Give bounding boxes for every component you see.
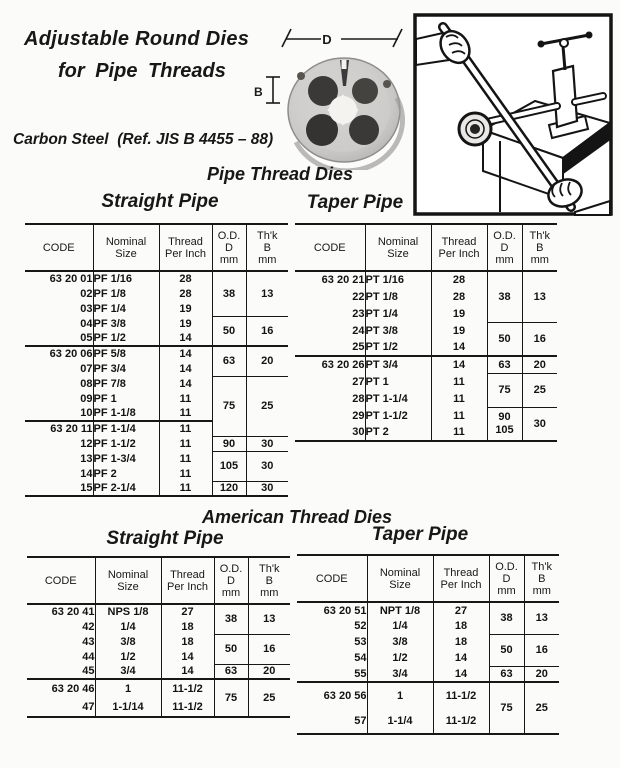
- table-row: [25, 436, 288, 451]
- cell-code: 05: [80, 332, 93, 344]
- header-line: B: [538, 572, 546, 585]
- cell-od: 75: [487, 373, 522, 407]
- col-header-code: CODE: [297, 555, 367, 602]
- cell-tpi: 11: [159, 436, 212, 451]
- cell-size: PT 1/2: [365, 339, 431, 356]
- header-line: mm: [530, 253, 549, 266]
- cell-size: PF 1/2: [93, 331, 159, 346]
- cell-tpi: 14: [159, 376, 212, 391]
- table-row: [297, 666, 559, 682]
- col-header-tpi: [433, 555, 489, 602]
- cell-thk: 30: [246, 481, 288, 496]
- cell-tpi: 14: [161, 664, 214, 679]
- header-line: Th'k: [529, 229, 550, 242]
- header-line: Thread: [441, 235, 477, 248]
- cell-code: 54: [354, 652, 367, 664]
- cell-tpi: 11-1/2: [433, 682, 489, 708]
- col-header-size: [95, 557, 161, 604]
- dimension-b: [266, 77, 280, 103]
- col-header-tpi: [431, 224, 487, 271]
- header-row: [297, 555, 559, 602]
- col-header-tpi: [159, 224, 212, 271]
- cell-thk: 16: [522, 322, 557, 356]
- cell-od: 38: [214, 604, 248, 634]
- cell-size: NPS 1/8: [95, 604, 161, 619]
- cell-code: 63 20 41: [51, 606, 95, 618]
- cell-thk: 20: [524, 666, 559, 682]
- cell-thk: 25: [522, 373, 557, 407]
- table-row: [295, 407, 557, 424]
- cell-size: PT 1/16: [365, 271, 431, 288]
- cell-tpi: 11: [159, 421, 212, 436]
- header-line: D: [225, 241, 233, 254]
- table-row: [25, 346, 288, 361]
- cell-size: PT 1: [365, 373, 431, 390]
- cell-code: 10: [80, 407, 93, 419]
- cell-od: 63: [214, 664, 248, 679]
- section-heading-pipe-thread-dies: Pipe Thread Dies: [206, 164, 354, 184]
- cell-size: PT 1/4: [365, 305, 431, 322]
- cell-code: 07: [80, 362, 93, 375]
- header-line: mm: [221, 586, 241, 599]
- col-header-thk: [522, 224, 557, 271]
- table-row: [25, 316, 288, 331]
- header-line: O.D.: [495, 560, 518, 573]
- table-american-taper: [297, 554, 559, 735]
- header-line: mm: [219, 253, 239, 266]
- header-line: D: [227, 574, 235, 587]
- col-header-code: CODE: [295, 224, 365, 271]
- table-row: [27, 664, 290, 679]
- page-title-line1: Adjustable Round Dies: [24, 28, 250, 50]
- cell-tpi: 11: [159, 466, 212, 481]
- cell-code: 63 20 01: [49, 273, 93, 285]
- cell-od: 50: [489, 634, 524, 666]
- cell-size: PT 3/8: [365, 322, 431, 339]
- usage-illustration: [413, 13, 613, 216]
- cell-size: 3/4: [367, 666, 433, 682]
- cell-size: 3/8: [367, 634, 433, 650]
- cell-size: PF 2-1/4: [93, 481, 159, 496]
- page-title-line2: for Pipe Threads: [58, 60, 226, 82]
- table-row: [295, 322, 557, 339]
- table-row: [25, 481, 288, 496]
- header-line: mm: [532, 584, 551, 597]
- header-line: mm: [495, 253, 514, 266]
- cell-tpi: 14: [433, 650, 489, 666]
- cell-tpi: 18: [433, 634, 489, 650]
- cell-tpi: 19: [159, 301, 212, 316]
- header-line: Th'k: [531, 560, 552, 573]
- cell-tpi: 18: [433, 618, 489, 634]
- cell-od: 50: [212, 316, 246, 346]
- cell-thk: 20: [522, 356, 557, 373]
- header-line: B: [263, 241, 271, 254]
- cell-tpi: 19: [431, 305, 487, 322]
- dimension-d: [282, 29, 402, 47]
- header-line: D: [502, 572, 511, 585]
- table-row: [25, 451, 288, 466]
- cell-code: 14: [80, 467, 93, 480]
- header-line: Thread: [170, 568, 205, 581]
- cell-code: 13: [80, 452, 93, 465]
- cell-tpi: 11-1/2: [433, 708, 489, 734]
- header-line: O.D.: [493, 229, 516, 242]
- cell-size: 1: [95, 679, 161, 698]
- table-american-straight: [27, 556, 290, 718]
- table-pipe-taper: [295, 223, 557, 442]
- die-photo-figure: [248, 20, 406, 170]
- cell-tpi: 18: [161, 619, 214, 634]
- cell-code: 24: [352, 324, 365, 337]
- cell-size: 1/2: [95, 649, 161, 664]
- cell-thk: 13: [522, 271, 557, 322]
- section-heading-american-thread-dies: American Thread Dies: [201, 507, 393, 527]
- cell-size: 3/4: [95, 664, 161, 679]
- cell-thk: 25: [248, 679, 290, 717]
- cell-size: PF 2: [93, 466, 159, 481]
- cell-thk: 20: [248, 664, 290, 679]
- cell-size: PF 3/4: [93, 361, 159, 376]
- cell-thk: 13: [248, 604, 290, 634]
- cell-size: 3/8: [95, 634, 161, 649]
- table-row: [27, 634, 290, 649]
- header-line: Per Inch: [440, 578, 482, 591]
- cell-size: PF 7/8: [93, 376, 159, 391]
- cell-tpi: 28: [159, 271, 212, 286]
- cell-size: 1-1/4: [367, 708, 433, 734]
- cell-tpi: 11: [159, 451, 212, 466]
- table-row: [25, 376, 288, 391]
- cell-thk: 16: [248, 634, 290, 664]
- header-line: Per Inch: [438, 247, 480, 260]
- cell-code: 53: [354, 636, 367, 648]
- cell-size: PF 1: [93, 391, 159, 406]
- cell-tpi: 28: [431, 271, 487, 288]
- cell-tpi: 27: [433, 602, 489, 618]
- cell-od: 90: [212, 436, 246, 451]
- cell-thk: 25: [246, 376, 288, 436]
- cell-code: 29: [352, 409, 365, 422]
- header-row: [25, 224, 288, 271]
- table-row: [297, 634, 559, 650]
- header-line: Thread: [443, 566, 479, 579]
- cell-tpi: 14: [159, 361, 212, 376]
- cell-thk: 16: [246, 316, 288, 346]
- cell-tpi: 19: [159, 316, 212, 331]
- cell-code: 47: [82, 701, 95, 713]
- header-row: [295, 224, 557, 271]
- cell-thk: 30: [246, 451, 288, 481]
- cell-size: PF 3/8: [93, 316, 159, 331]
- cell-code: 27: [352, 375, 365, 388]
- cell-code: 15: [80, 482, 93, 494]
- dimension-d-label: D: [322, 32, 332, 47]
- header-line: Per Inch: [165, 247, 206, 260]
- cell-size: PT 3/4: [365, 356, 431, 373]
- cell-code: 04: [80, 317, 93, 330]
- header-line: Per Inch: [167, 580, 208, 593]
- cell-size: NPT 1/8: [367, 602, 433, 618]
- cell-code: 63 20 11: [25, 421, 93, 436]
- header-line: Size: [117, 580, 139, 593]
- cell-code: 63 20 06: [25, 346, 93, 361]
- cell-size: PF 1/16: [93, 271, 159, 286]
- subheading-taper-pipe-lower: Taper Pipe: [371, 524, 469, 545]
- subheading-straight-pipe-lower: Straight Pipe: [106, 528, 224, 549]
- cell-thk: 16: [524, 634, 559, 666]
- cell-size: PT 1-1/4: [365, 390, 431, 407]
- col-header-size: [93, 224, 159, 271]
- cell-code: 44: [82, 650, 95, 663]
- cell-od: 38: [489, 602, 524, 634]
- cell-od: 75: [214, 679, 248, 717]
- cell-tpi: 27: [161, 604, 214, 619]
- col-header-thk: [524, 555, 559, 602]
- cell-tpi: 11: [431, 373, 487, 390]
- table-row: [297, 602, 559, 618]
- col-header-tpi: [161, 557, 214, 604]
- header-line: O.D.: [217, 229, 241, 242]
- cell-od: 38: [487, 271, 522, 322]
- header-line: mm: [258, 253, 277, 266]
- od-value: 90: [498, 410, 511, 423]
- table-row: [295, 356, 557, 373]
- cell-od: 63: [487, 356, 522, 373]
- dimension-b-label: B: [254, 85, 263, 99]
- cell-thk: 30: [522, 407, 557, 441]
- col-header-od: [489, 555, 524, 602]
- header-line: D: [500, 241, 509, 254]
- cell-code: 43: [82, 635, 95, 648]
- header-line: mm: [260, 586, 279, 599]
- cell-size: PF 1-1/2: [93, 436, 159, 451]
- cell-code: 63 20 46: [27, 679, 95, 698]
- cell-code: 03: [80, 302, 93, 315]
- col-header-od: [214, 557, 248, 604]
- cell-size: PT 2: [365, 424, 431, 441]
- col-header-size: [367, 555, 433, 602]
- cell-tpi: 11-1/2: [161, 698, 214, 717]
- cell-thk: 13: [524, 602, 559, 634]
- cell-code: 45: [82, 665, 95, 677]
- col-header-thk: [248, 557, 290, 604]
- cell-tpi: 19: [431, 322, 487, 339]
- cell-size: 1/4: [367, 618, 433, 634]
- cell-code: 63 20 26: [295, 356, 365, 373]
- cell-code: 28: [352, 392, 365, 405]
- table-row: [27, 679, 290, 698]
- cell-tpi: 11: [159, 391, 212, 406]
- header-line: B: [265, 574, 273, 587]
- table-row: [295, 373, 557, 390]
- cell-thk: 25: [524, 682, 559, 734]
- cell-od: 63: [212, 346, 246, 376]
- cell-size: 1-1/14: [95, 698, 161, 717]
- header-line: O.D.: [219, 562, 243, 575]
- cell-code: 63 20 21: [321, 274, 365, 286]
- header-line: Size: [387, 247, 409, 260]
- cell-code: 42: [82, 620, 95, 633]
- cell-size: PF 1/8: [93, 286, 159, 301]
- header-line: Nominal: [377, 235, 419, 248]
- cell-od: 75: [489, 682, 524, 734]
- cell-thk: 13: [246, 271, 288, 316]
- header-line: Th'k: [257, 229, 278, 242]
- cell-tpi: 14: [431, 339, 487, 356]
- cell-od: 50: [487, 322, 522, 356]
- table-pipe-straight: [25, 223, 288, 497]
- cell-tpi: 11: [431, 407, 487, 424]
- cell-od: 120: [212, 481, 246, 496]
- cell-size: PT 1/8: [365, 288, 431, 305]
- cell-size: 1/4: [95, 619, 161, 634]
- die-body: [288, 58, 402, 170]
- col-header-code: CODE: [27, 557, 95, 604]
- header-line: Th'k: [259, 562, 280, 575]
- cell-size: PF 5/8: [93, 346, 159, 361]
- cell-size: PF 1/4: [93, 301, 159, 316]
- cell-size: PF 1-1/4: [93, 421, 159, 436]
- cell-code: 12: [80, 437, 93, 450]
- cell-tpi: 11-1/2: [161, 679, 214, 698]
- cell-od: 105: [212, 451, 246, 481]
- cell-thk: 20: [246, 346, 288, 376]
- cell-code: 08: [80, 377, 93, 390]
- od-value: 105: [495, 423, 514, 436]
- cell-tpi: 18: [161, 634, 214, 649]
- col-header-thk: [246, 224, 288, 271]
- header-line: Thread: [168, 235, 203, 248]
- cell-code: 52: [354, 620, 367, 632]
- cell-code: 09: [80, 392, 93, 405]
- table-row: [25, 271, 288, 286]
- table-row: [297, 682, 559, 708]
- cell-code: 55: [354, 667, 367, 680]
- table-row: [27, 604, 290, 619]
- cell-tpi: 14: [431, 356, 487, 373]
- cell-od: 75: [212, 376, 246, 436]
- die-stock: [459, 113, 491, 145]
- header-line: Nominal: [107, 568, 149, 581]
- cell-size: PF 1-1/8: [93, 406, 159, 421]
- material-note: Carbon Steel (Ref. JIS B 4455 – 88): [13, 131, 274, 148]
- cell-code: 63 20 56: [297, 682, 367, 708]
- header-line: Size: [389, 578, 411, 591]
- col-header-od: [212, 224, 246, 271]
- cell-od: [487, 407, 522, 441]
- col-header-size: [365, 224, 431, 271]
- cell-tpi: 28: [431, 288, 487, 305]
- cell-code: 63 20 51: [323, 604, 367, 617]
- cell-size: PT 1-1/2: [365, 407, 431, 424]
- cell-tpi: 11: [431, 424, 487, 441]
- col-header-od: [487, 224, 522, 271]
- cell-tpi: 28: [159, 286, 212, 301]
- col-header-code: CODE: [25, 224, 93, 271]
- table-row: [295, 271, 557, 288]
- cell-code: 25: [352, 341, 365, 353]
- header-line: mm: [497, 584, 516, 597]
- cell-tpi: 14: [159, 346, 212, 361]
- cell-code: 57: [354, 714, 367, 727]
- cell-tpi: 14: [161, 649, 214, 664]
- cell-tpi: 14: [159, 331, 212, 346]
- cell-size: PF 1-3/4: [93, 451, 159, 466]
- cell-tpi: 11: [159, 481, 212, 496]
- cell-code: 02: [80, 287, 93, 300]
- cell-code: 23: [352, 307, 365, 320]
- header-line: Size: [115, 247, 137, 260]
- header-line: B: [536, 241, 544, 254]
- header-line: Nominal: [105, 235, 147, 248]
- cell-code: 22: [352, 290, 365, 303]
- cell-code: 30: [352, 426, 365, 438]
- cell-thk: 30: [246, 436, 288, 451]
- cell-od: 50: [214, 634, 248, 664]
- cell-size: 1: [367, 682, 433, 708]
- subheading-straight-pipe-upper: Straight Pipe: [101, 191, 219, 212]
- header-row: [27, 557, 290, 604]
- cell-size: 1/2: [367, 650, 433, 666]
- cell-tpi: 14: [433, 666, 489, 682]
- cell-od: 38: [212, 271, 246, 316]
- subheading-taper-pipe-upper: Taper Pipe: [306, 192, 404, 213]
- cell-od: 63: [489, 666, 524, 682]
- cell-tpi: 11: [159, 406, 212, 421]
- header-line: Nominal: [379, 566, 421, 579]
- cell-tpi: 11: [431, 390, 487, 407]
